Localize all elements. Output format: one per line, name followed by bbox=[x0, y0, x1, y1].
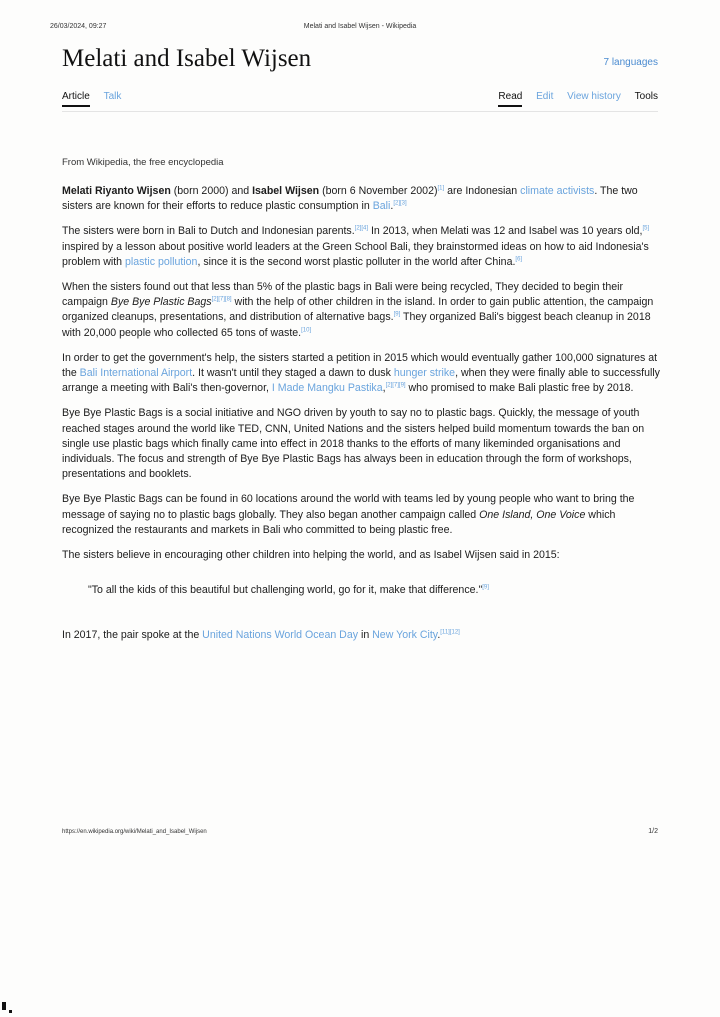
citation[interactable]: [1] bbox=[437, 185, 445, 192]
print-page-number: 1/2 bbox=[648, 828, 658, 835]
citation[interactable]: [2][3] bbox=[393, 200, 407, 207]
subject-name-isabel: Isabel Wijsen bbox=[252, 185, 320, 197]
citation[interactable]: [5] bbox=[642, 225, 650, 232]
tab-talk[interactable]: Talk bbox=[103, 91, 122, 102]
tab-read[interactable]: Read bbox=[498, 91, 522, 107]
paragraph-early-life: The sisters were born in Bali to Dutch and Indonesian parents.[2][4] In 2013, when Melati was 12 and Isabel was 10 years old,[5] inspired by a lesson about positive world leaders at the Green School Bali, they brainstormed ideas on how to aid Indonesia's problem with plastic pollution, since it is the second worst plastic polluter in the world after China.[6] bbox=[62, 225, 650, 268]
citation[interactable]: [2][4] bbox=[354, 225, 369, 232]
print-date: 26/03/2024, 09:27 bbox=[50, 23, 107, 30]
link-plastic-pollution[interactable]: plastic pollution bbox=[125, 255, 198, 268]
paragraph-intro: Melati Riyanto Wijsen (born 2000) and Isabel Wijsen (born 6 November 2002)[1] are Indonesian climate activists. The two sisters are known for their efforts to reduce plastic consumption in Bali.[2][3] bbox=[62, 185, 638, 213]
tab-article[interactable]: Article bbox=[62, 91, 90, 107]
link-climate-activists[interactable]: climate activists bbox=[520, 185, 595, 197]
tab-tools[interactable]: Tools bbox=[634, 91, 658, 102]
paragraph-campaign: When the sisters found out that less than 5% of the plastic bags in Bali were being recycled, They decided to begin their campaign Bye Bye Plastic Bags[2][7][8] with the help of other children in the island. In order to gain public attention, the campaign organized cleanups, presentations, and distribution of alternative bags.[9] They organized Bali's biggest beach cleanup in 2018 with 20,000 people who collected 65 tons of waste.[10] bbox=[62, 281, 654, 339]
campaign-name: Bye Bye Plastic Bags bbox=[110, 296, 212, 309]
blockquote: "To all the kids of this beautiful but challenging world, go for it, make that difference."[9] bbox=[88, 584, 489, 597]
view-tabs bbox=[487, 91, 658, 107]
print-footer-url: https://en.wikipedia.org/wiki/Melati_and_Isabel_Wijsen bbox=[62, 829, 207, 835]
namespace-tabs bbox=[62, 91, 132, 107]
link-hunger-strike[interactable]: hunger strike bbox=[393, 367, 456, 380]
scan-mark bbox=[2, 1002, 6, 1010]
paragraph-petition: In order to get the government's help, the sisters started a petition in 2015 which would eventually gather 100,000 signatures at the Bali International Airport. It wasn't until they staged a dawn to dusk hunger strike, when they were finally able to successfully arrange a meeting with Bali's then-governor, I Made Mangku Pastika,[2][7][9] who promised to make Bali plastic free by 2018. bbox=[62, 351, 660, 395]
link-new-york-city[interactable]: New York City bbox=[372, 629, 438, 642]
article-body bbox=[62, 184, 660, 654]
citation[interactable]: [10] bbox=[301, 327, 312, 334]
link-world-ocean-day[interactable]: United Nations World Ocean Day bbox=[202, 629, 359, 642]
subject-name-melati: Melati Riyanto Wijsen bbox=[62, 185, 171, 197]
print-title: Melati and Isabel Wijsen - Wikipedia bbox=[303, 23, 417, 30]
citation[interactable]: [11][12] bbox=[440, 629, 460, 636]
citation[interactable]: [9] bbox=[393, 311, 401, 318]
tabs-divider bbox=[62, 111, 658, 112]
paragraph-belief: The sisters believe in encouraging other children into helping the world, and as Isabel Wijsen said in 2015: bbox=[62, 549, 560, 562]
citation[interactable]: [2][7][8] bbox=[211, 296, 232, 303]
scan-mark-dot bbox=[9, 1010, 12, 1013]
campaign-name-2: One Island, One Voice bbox=[479, 508, 586, 521]
paragraph-initiative: Bye Bye Plastic Bags is a social initiative and NGO driven by youth to say no to plastic bags. Quickly, the message of youth reached stages around the world like TED, CNN, United Nations and the sisters helped build momentum towards the ban on single use plastic bags which finally came into effect in 2018 thanks to the efforts of many likeminded organisations and individuals. The focus and strength of Bye Bye Plastic Bags has always been in education through the form of workshops, presentations and booklets. bbox=[62, 407, 645, 481]
page-title: Melati and Isabel Wijsen bbox=[62, 45, 312, 72]
citation[interactable]: [9] bbox=[482, 584, 489, 591]
paragraph-un-speech: In 2017, the pair spoke at the United Nations World Ocean Day in New York City.[11][12] bbox=[62, 629, 460, 642]
link-bali[interactable]: Bali bbox=[372, 200, 391, 213]
citation[interactable]: [6] bbox=[515, 256, 523, 263]
citation[interactable]: [2][7][9] bbox=[385, 382, 406, 389]
link-governor[interactable]: I Made Mangku Pastika bbox=[271, 382, 383, 395]
tab-edit[interactable]: Edit bbox=[536, 91, 554, 102]
link-bali-airport[interactable]: Bali International Airport bbox=[79, 367, 193, 380]
languages-link[interactable]: 7 languages bbox=[603, 57, 658, 68]
tab-view-history[interactable]: View history bbox=[567, 91, 621, 102]
paragraph-locations: Bye Bye Plastic Bags can be found in 60 locations around the world with teams led by young people who want to bring the message of saying no to plastic bags globally. They also began another campaign called One Island, One Voice which recognized the restaurants and markets in Bali who committed to being plastic free. bbox=[62, 493, 635, 536]
site-tagline: From Wikipedia, the free encyclopedia bbox=[62, 157, 224, 168]
